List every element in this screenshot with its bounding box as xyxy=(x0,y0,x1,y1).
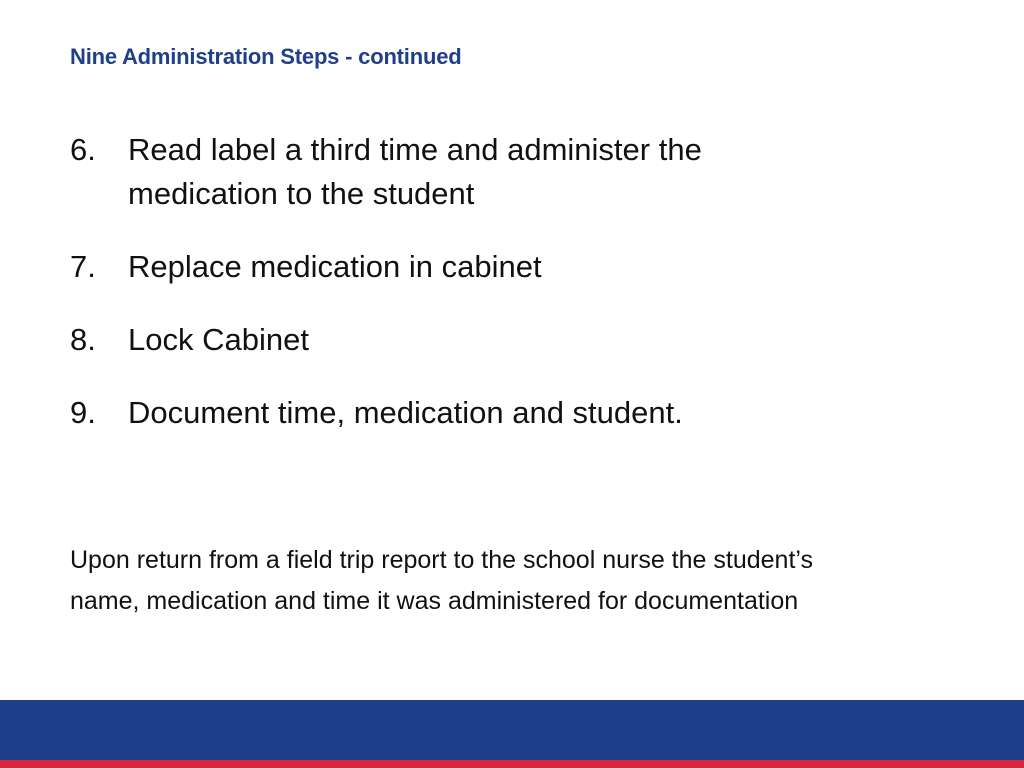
step-number: 7. xyxy=(70,249,96,284)
steps-list xyxy=(70,128,830,464)
step-text: Read label a third time and administer the medication to the student xyxy=(128,132,702,211)
step-item xyxy=(70,245,830,289)
footer-band xyxy=(0,700,1024,760)
step-text: Lock Cabinet xyxy=(128,322,309,357)
step-item xyxy=(70,391,830,435)
step-item xyxy=(70,318,830,362)
step-item xyxy=(70,128,830,216)
step-text: Replace medication in cabinet xyxy=(128,249,542,284)
step-text: Document time, medication and student. xyxy=(128,395,683,430)
footer-stripe xyxy=(0,760,1024,768)
step-number: 6. xyxy=(70,132,96,167)
step-number: 9. xyxy=(70,395,96,430)
field-trip-note: Upon return from a field trip report to the school nurse the student’s name, medication and time it was administered for documentation xyxy=(70,546,813,615)
slide-title: Nine Administration Steps - continued xyxy=(70,44,462,69)
step-number: 8. xyxy=(70,322,96,357)
